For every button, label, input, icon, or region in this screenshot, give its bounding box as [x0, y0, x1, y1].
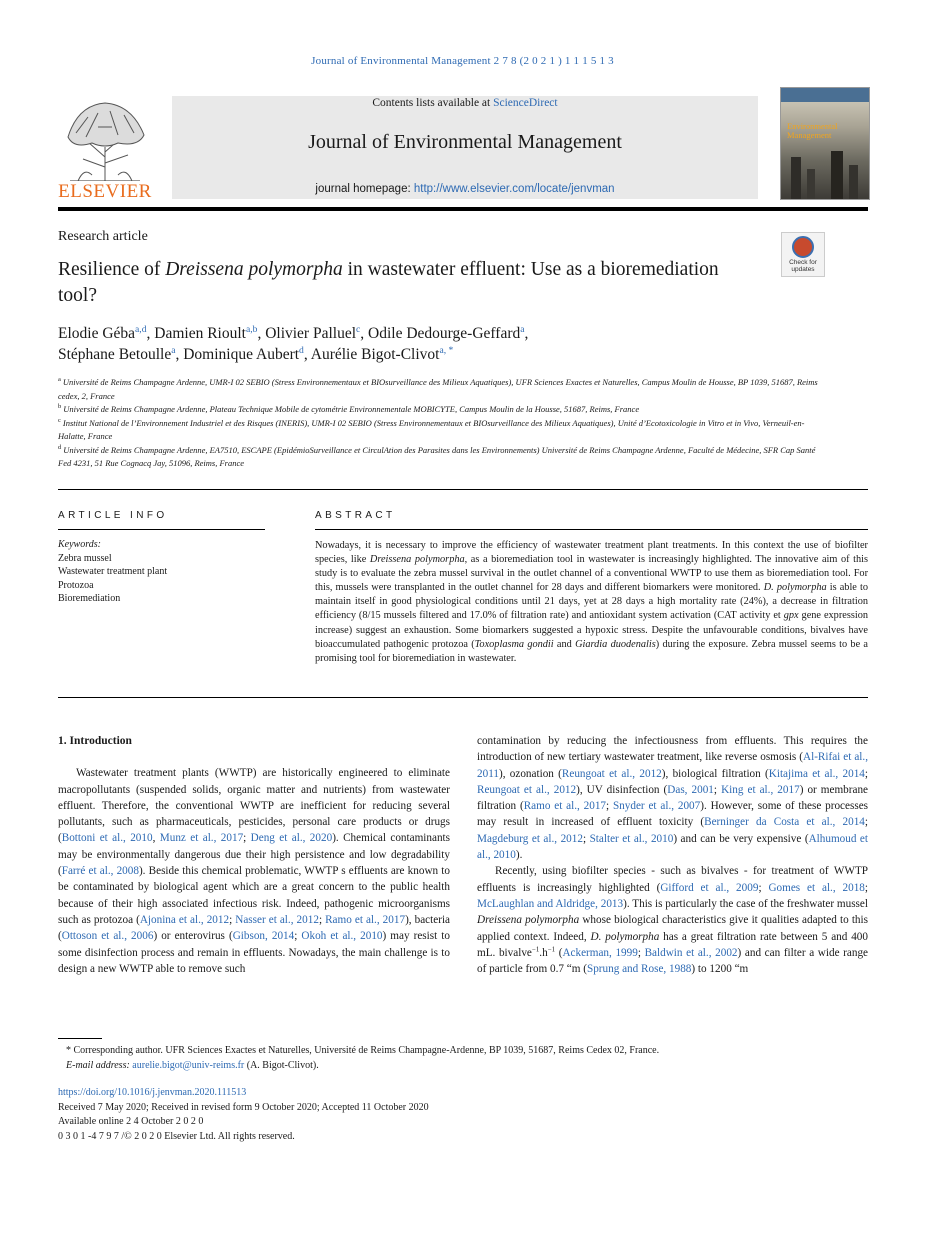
affiliation-mark: c	[58, 416, 61, 424]
footnote-rule	[58, 1038, 102, 1039]
body-paragraph	[477, 863, 868, 977]
author-affiliation-mark[interactable]: a	[520, 323, 525, 335]
body-text: has a great filtration rate between 5 and 400 mL. bivalve	[477, 930, 868, 959]
citation-link[interactable]: Reungoat et al., 2012	[561, 767, 662, 780]
body-text: ) or enterovirus (	[153, 930, 233, 943]
email-suffix: (A. Bigot-Clivot).	[244, 1059, 319, 1071]
email-note	[58, 1059, 868, 1074]
abstract-segment: is able to maintain itself in good physiological conditions until 21 days, yet at 28 days a high mortality rate (24%), a decrease in filtration efficiency (8/15 mussels filtered and 17.0% of filtration rate) and antioxidant system activation (CAT activity et	[315, 582, 868, 622]
footnotes	[58, 1044, 868, 1073]
citation-link[interactable]: Stalter et al., 2010	[589, 832, 674, 845]
keywords-block	[58, 538, 265, 606]
article-info-divider	[58, 529, 265, 530]
abstract-heading: ABSTRACT	[315, 510, 396, 521]
header-divider	[58, 207, 868, 211]
abstract-segment: gpx	[783, 610, 799, 622]
citation-link[interactable]: Ottoson et al., 2006	[61, 930, 154, 943]
body-text: ). However, some of these processes may result in increased of effluent toxicity (	[477, 800, 869, 829]
author-separator: ,	[360, 325, 369, 342]
affiliation	[58, 417, 818, 444]
body-text: ,	[152, 832, 160, 845]
author-separator: ,	[257, 325, 266, 342]
keywords-label: Keywords:	[58, 539, 101, 550]
body-text: .h	[539, 946, 548, 959]
author-name[interactable]: Elodie Géba	[58, 325, 136, 342]
body-text: ;	[229, 913, 236, 926]
received-dates: Received 7 May 2020; Received in revised form 9 October 2020; Accepted 11 October 2020	[58, 1101, 429, 1113]
citation-link[interactable]: Magdeburg et al., 2012	[477, 832, 583, 845]
body-text: ) or membrane filtration (	[477, 783, 869, 813]
keyword: Bioremediation	[58, 593, 121, 604]
abstract-segment: gene expression increase) suggest an exhaustion. Some biomarkers suggested a hypoxic stress. Despite the unfavourable conditions, bivalves have bioaccumulated pathogenic protozoa (	[315, 610, 868, 650]
contents-prefix: Contents lists available at	[372, 97, 494, 109]
citation-link[interactable]: Munz et al., 2017	[159, 832, 244, 845]
homepage-line	[172, 183, 758, 195]
body-text: ;	[606, 800, 613, 813]
affiliation	[58, 403, 818, 417]
citation-link[interactable]: Bottoni et al., 2010	[61, 832, 153, 845]
body-text: ), biological filtration (	[661, 767, 769, 780]
body-text: ;	[713, 783, 722, 796]
author-separator: ,	[303, 346, 311, 363]
citation-link[interactable]: Ramo et al., 2017	[523, 800, 607, 813]
abstract-divider	[315, 529, 868, 530]
section-heading: 1. Introduction	[58, 735, 132, 747]
body-column-left	[58, 733, 450, 977]
body-text: ;	[637, 946, 645, 959]
abstract-segment: Toxoplasma gondii	[474, 638, 554, 650]
affiliation-text: Université de Reims Champagne Ardenne, Plateau Technique Mobile de cytométrie Environnementale MOBICYTE, Campus Moulin de la Housse, 51687, Reims, France	[63, 404, 640, 414]
citation-link[interactable]: Ackerman, 1999	[562, 946, 638, 959]
abstract-segment: D. polymorpha	[763, 582, 827, 594]
cover-title: Environmental Management	[787, 121, 838, 140]
body-text: ) and can filter a wide range of particle from 0.7 “m (	[477, 946, 869, 976]
sciencedirect-link[interactable]: ScienceDirect	[493, 97, 558, 109]
body-paragraph	[58, 765, 450, 977]
body-text: ). This is particularly the case of the freshwater mussel	[623, 897, 868, 910]
body-text: ;	[758, 881, 769, 894]
citation-link[interactable]: Kitajima et al., 2014	[768, 767, 865, 780]
author-name[interactable]: Odile Dedourge-Geffard	[368, 325, 521, 342]
body-text: ;	[243, 832, 251, 845]
abstract-segment: , as a bioremediation tool in wastewater is increasingly highlighted. The innovative aim of this study is to evaluate the zebra mussel survival in the outlet channel of a conventional WWTP to use them as bioremediation tool. For this, mussels were transplanted in the outlet channel for 28 days and different biomarkers were monitored.	[315, 554, 868, 594]
body-text: ) may resist to some disinfection process and remain in effluents. Nowadays, the main challenge is to design a new WWTP able to remove such	[58, 930, 450, 975]
citation-link[interactable]: Al-Rifai et al., 2011	[477, 751, 868, 780]
body-text: (	[555, 946, 563, 959]
author-name[interactable]: Damien Rioult	[154, 325, 246, 342]
affiliation	[58, 376, 818, 403]
author-separator: ,	[175, 346, 184, 363]
cover-band	[781, 88, 869, 102]
affiliation-text: Institut National de l’Environnement Industriel et des Risques (INERIS), UMR-I 02 SEBIO (Stress Environnementaux et BIOsurveillance des Milieux Aquatiques), Unité d’Ecotoxicologie in Vitro et in Vivo, Verneuil-en-Halatte, France	[58, 417, 805, 441]
title-species: Dreissena polymorpha	[165, 259, 343, 280]
abstract-segment: Dreissena polymorpha	[369, 554, 465, 566]
author-affiliation-mark[interactable]: a,b	[245, 323, 258, 335]
abstract-segment: Giardia duodenalis	[575, 638, 656, 650]
crossmark-label: Check for updates	[789, 259, 817, 273]
email-link[interactable]: aurelie.bigot@univ-reims.fr	[132, 1059, 245, 1071]
body-text: ;	[294, 930, 302, 943]
abstract-text	[315, 539, 868, 666]
keyword: Protozoa	[58, 579, 94, 591]
body-text: contamination by reducing the infectiousness from effluents. This requires the introduction of new tertiary wastewater treatment, like reverse osmosis (	[477, 735, 868, 764]
author-separator: ,	[524, 325, 529, 342]
body-text: ). Beside this chemical problematic, WWTP s effluents are known to be contaminated by biological agent which are a great concern to the public health because of their high associated infectious risk. Indeed, pathogenic microorganisms such as protozoa (	[58, 865, 450, 926]
body-paragraph	[477, 733, 868, 863]
citation-link[interactable]: Das, 2001	[667, 783, 714, 796]
citation-link[interactable]: Nasser et al., 2012	[235, 913, 319, 926]
section-divider	[58, 489, 868, 490]
body-text: ).	[515, 849, 523, 862]
author-name[interactable]: Aurélie Bigot-Clivot	[310, 346, 440, 363]
citation-link[interactable]: Ramo et al., 2017	[325, 913, 406, 926]
superscript: −1	[531, 945, 540, 954]
author-affiliation-mark[interactable]: a	[171, 344, 176, 356]
citation-link[interactable]: King et al., 2017	[721, 783, 800, 796]
body-text: ), UV disinfection (	[576, 783, 668, 796]
body-text: ) and can be very expensive (	[673, 832, 809, 845]
title-part-1: Resilience of	[58, 259, 166, 280]
author-separator: ,	[146, 325, 155, 342]
affiliation	[58, 444, 818, 471]
copyright: 0 3 0 1 -4 7 9 7 /© 2 0 2 0 Elsevier Ltd. All rights reserved.	[58, 1130, 295, 1142]
body-text: ;	[318, 913, 326, 926]
journal-cover-image[interactable]	[780, 87, 870, 200]
body-text: ;	[582, 832, 590, 845]
available-online: Available online 2 4 October 2 0 2 0	[58, 1116, 204, 1127]
doi-link[interactable]: https://doi.org/10.1016/j.jenvman.2020.111513	[58, 1087, 247, 1098]
author-list	[58, 323, 778, 365]
keyword: Wastewater treatment plant	[58, 566, 168, 577]
citation-link[interactable]: Snyder et al., 2007	[612, 800, 701, 813]
citation-link[interactable]: McLaughlan and Aldridge, 2013	[477, 897, 624, 910]
homepage-prefix: journal homepage:	[315, 183, 414, 195]
citation-link[interactable]: Sprung and Rose, 1988	[586, 963, 692, 976]
author-affiliation-mark[interactable]: a,d	[135, 323, 147, 335]
superscript: −1	[547, 945, 556, 954]
citation-link[interactable]: Reungoat et al., 2012	[477, 783, 577, 796]
citation-link[interactable]: Gibson, 2014	[232, 930, 295, 943]
author-affiliation-mark[interactable]: d	[299, 344, 304, 356]
citation-link[interactable]: Okoh et al., 2010	[301, 930, 383, 943]
cover-towers-graphic	[781, 147, 869, 199]
journal-title: Journal of Environmental Management	[308, 131, 622, 153]
publisher-wordmark: ELSEVIER	[58, 181, 152, 202]
affiliation-mark: b	[58, 403, 62, 411]
body-text: whose biological characteristics give it qualities adapted to this applied context. Indeed,	[477, 914, 868, 943]
abstract-segment: and	[553, 638, 576, 650]
author-name[interactable]: Stéphane Betoulle	[58, 346, 172, 363]
affiliation-text: Université de Reims Champagne Ardenne, UMR-I 02 SEBIO (Stress Environnementaux et BIOsurveillance des Milieux Aquatiques), UFR Sciences Exactes et Naturelles, Campus Moulin de Housse, BP 1039, 51687, Reims cedex, 2, France	[58, 377, 818, 401]
contents-line	[172, 97, 758, 109]
body-text: ), bacteria (	[58, 913, 451, 943]
body-text: ) to 1200 “m	[691, 963, 749, 976]
citation-link[interactable]: Baldwin et al., 2002	[644, 946, 738, 959]
email-label: E-mail address:	[66, 1059, 133, 1071]
affiliation-list	[58, 376, 818, 471]
citation-link[interactable]: Alhumoud et al., 2010	[477, 832, 868, 862]
citation-link[interactable]: Gifford et al., 2009	[660, 881, 759, 894]
body-text: Recently, using biofilter species - such as bivalves - for treatment of WWTP effluents is increasingly highlighted (	[477, 865, 868, 894]
citation-link[interactable]: Berninger da Costa et al., 2014	[704, 816, 865, 829]
species-name: D. polymorpha	[590, 930, 660, 943]
body-text: ;	[864, 767, 868, 780]
affiliation-text: Université de Reims Champagne Ardenne, EA7510, ESCAPE (EpidémioSurveillance et CirculAtion des Parasites dans les Environnements) Université de Reims Champagne Ardenne, Faculté de Médecine, SFR Cap Santé Fed 4231, 51 Rue Cognacq Jay, 51096, Reims, France	[58, 444, 816, 468]
check-for-updates-button[interactable]	[781, 232, 825, 277]
species-name: Dreissena polymorpha	[477, 914, 580, 927]
crossmark-icon	[792, 236, 814, 258]
journal-homepage-link[interactable]: http://www.elsevier.com/locate/jenvman	[413, 183, 615, 195]
body-column-right	[477, 733, 868, 977]
publication-info	[58, 1086, 868, 1144]
keyword: Zebra mussel	[58, 552, 112, 564]
author-affiliation-mark[interactable]: a, *	[439, 344, 454, 356]
citation-link[interactable]: Ajonina et al., 2012	[139, 913, 230, 926]
article-type: Research article	[58, 229, 148, 244]
abstract-bottom-divider	[58, 697, 868, 698]
abstract-segment: Nowadays, it is necessary to improve the efficiency of wastewater treatment plant treatments. In this context the use of biofilter species, like	[315, 540, 868, 566]
affiliation-mark: d	[58, 443, 62, 451]
author-name[interactable]: Dominique Aubert	[183, 346, 300, 363]
journal-citation[interactable]: Journal of Environmental Management 2 7 8 (2 0 2 1 ) 1 1 1 5 1 3	[311, 55, 614, 67]
title-part-2: in wastewater effluent: Use as a bioremediation tool?	[58, 259, 719, 306]
body-text: Wastewater treatment plants (WWTP) are historically engineered to eliminate macropollutants (suspended solids, organic matter and nutrients) from wastewater effluent. Therefore, the conventional WWTP are inefficient for reducing several pollutants, such as pharmaceuticals, pesticides, personal care products or drugs (	[58, 767, 450, 845]
body-text: ;	[864, 816, 868, 829]
article-info-heading: ARTICLE INFO	[58, 510, 168, 521]
citation-link[interactable]: Deng et al., 2020	[250, 832, 333, 845]
body-text: ;	[864, 881, 869, 894]
abstract-segment: ) during the exposure. Zebra mussel seems to be a promising tool for bioremediation in wastewater.	[315, 638, 868, 664]
citation-link[interactable]: Gomes et al., 2018	[768, 881, 865, 894]
affiliation-mark: a	[58, 376, 61, 384]
corresponding-author-note: * Corresponding author. UFR Sciences Exactes et Naturelles, Université de Reims Champagne-Ardenne, BP 1039, 51687, Reims Cedex 02, France.	[66, 1045, 660, 1056]
author-affiliation-mark[interactable]: c	[356, 323, 361, 335]
article-title	[58, 257, 758, 309]
author-name[interactable]: Olivier Palluel	[265, 325, 357, 342]
body-text: ), ozonation (	[498, 767, 562, 780]
citation-link[interactable]: Farré et al., 2008	[61, 865, 139, 878]
body-text: ). Chemical contaminants may be environmentally dangerous due their high persistence and low degradability (	[58, 832, 451, 878]
